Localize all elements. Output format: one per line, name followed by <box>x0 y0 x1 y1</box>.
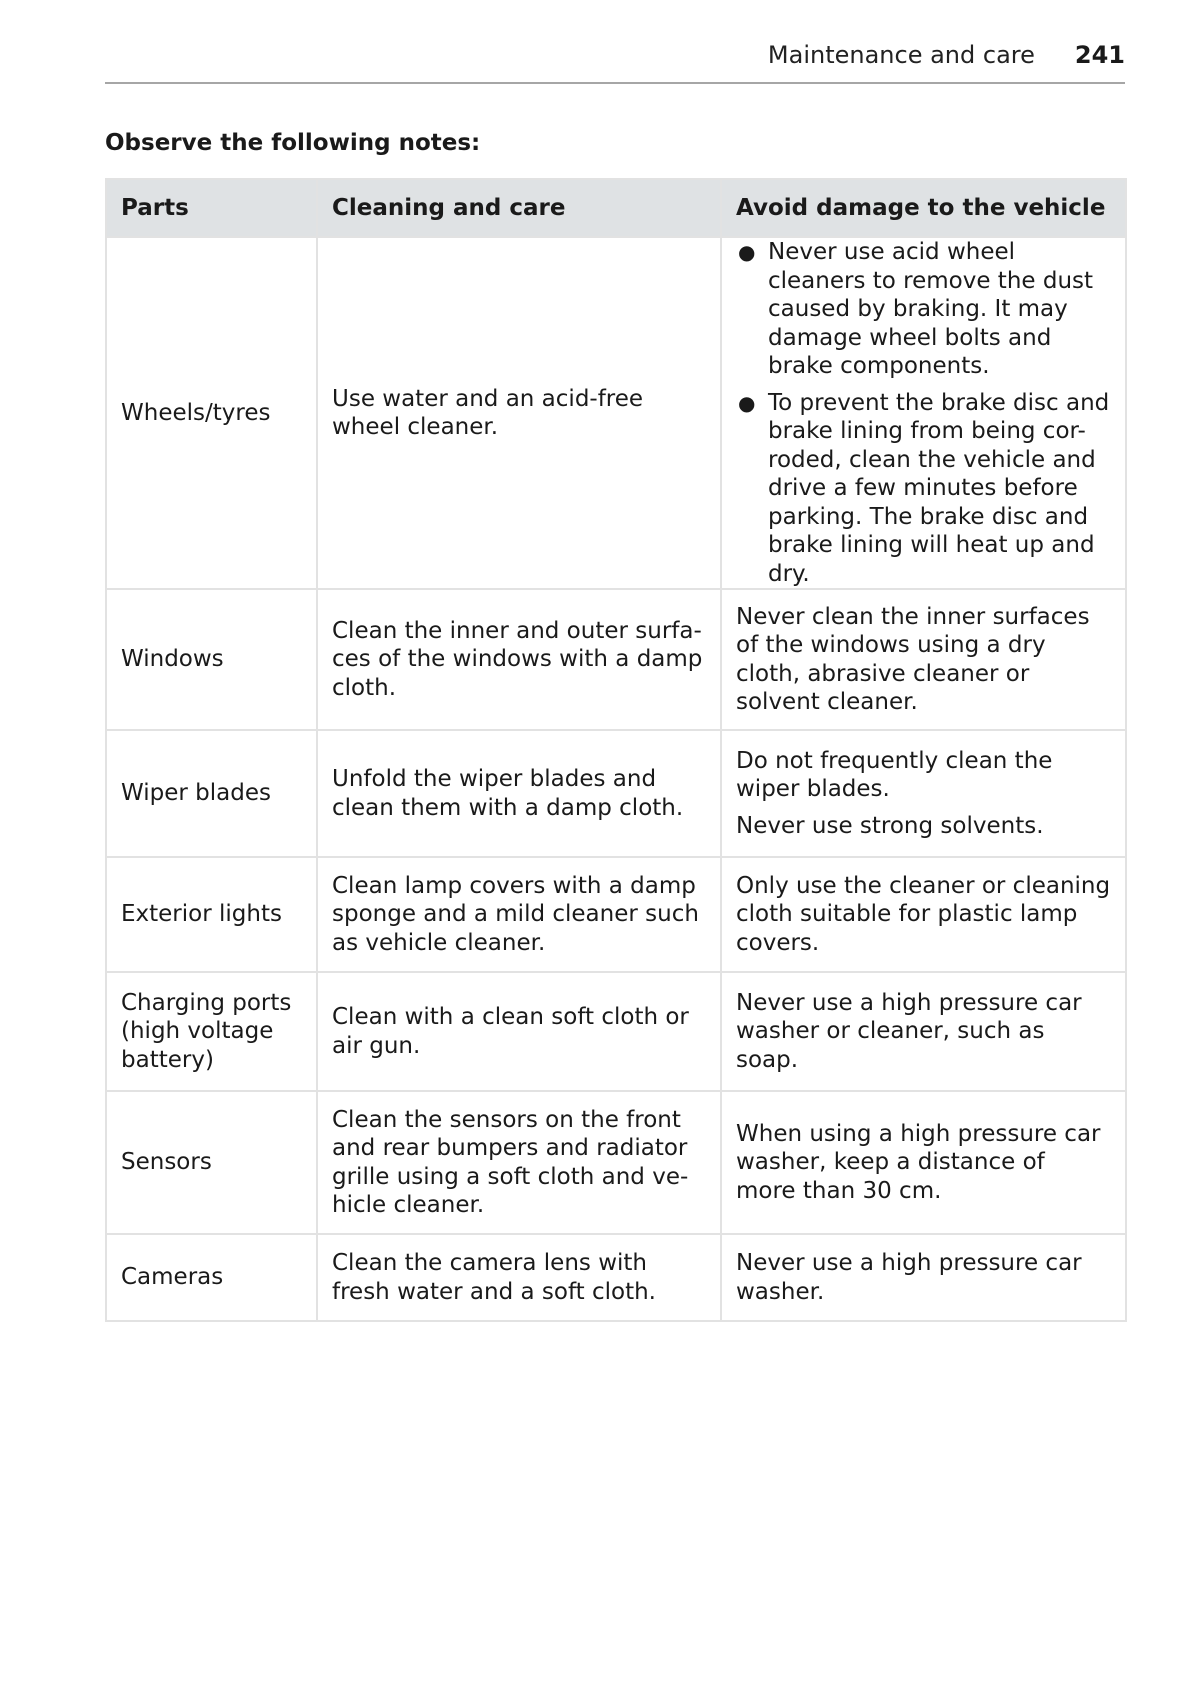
part-cell: Windows <box>106 589 317 730</box>
care-cell: Clean the sensors on the front and rear bumpers and radiator grille using a soft cloth and ve-hicle cleaner. <box>317 1091 721 1234</box>
part-cell: Cameras <box>106 1234 317 1321</box>
bullet-icon: ● <box>738 390 756 415</box>
care-cell: Unfold the wiper blades and clean them with a damp cloth. <box>317 730 721 857</box>
page-number: 241 <box>1074 41 1125 69</box>
list-item-text: Never use acid wheel cleaners to remove the dust caused by braking. It may damage wheel bolts and brake components. <box>768 239 1094 379</box>
avoid-cell <box>721 237 1126 589</box>
care-cell: Use water and an acid-free wheel cleaner. <box>317 237 721 589</box>
part-cell: Sensors <box>106 1091 317 1234</box>
bullet-icon: ● <box>738 240 756 264</box>
care-cell: Clean the camera lens with fresh water and a soft cloth. <box>317 1234 721 1321</box>
table-header-row <box>106 179 1126 237</box>
section-title: Maintenance and care <box>767 41 1035 69</box>
part-cell: Charging ports (high voltage battery) <box>106 972 317 1091</box>
part-cell: Wiper blades <box>106 730 317 857</box>
table-row <box>106 237 1126 589</box>
table-row <box>106 1091 1126 1234</box>
part-cell: Exterior lights <box>106 857 317 972</box>
table-row <box>106 589 1126 730</box>
avoid-cell: Never use a high pressure car washer. <box>721 1234 1126 1321</box>
table-row <box>106 1234 1126 1321</box>
care-table <box>105 178 1127 1322</box>
avoid-text-extra: Never use strong solvents. <box>736 812 1044 839</box>
avoid-cell: Never use a high pressure car washer or cleaner, such as soap. <box>721 972 1126 1091</box>
list-item <box>736 389 1111 589</box>
part-cell: Wheels/tyres <box>106 237 317 589</box>
header-cleaning: Cleaning and care <box>317 179 721 237</box>
header-parts: Parts <box>106 179 317 237</box>
list-item <box>736 238 1111 381</box>
avoid-list <box>736 238 1111 588</box>
avoid-text: Do not frequently clean the wiper blades. <box>736 747 1053 803</box>
list-item-text: To prevent the brake disc and brake lining from being cor-roded, clean the vehicle and drive a few minutes before parking. The brake disc and brake lining will heat up and dry. <box>768 389 1110 587</box>
avoid-cell: When using a high pressure car washer, keep a distance of more than 30 cm. <box>721 1091 1126 1234</box>
care-cell: Clean the inner and outer surfa-ces of the windows with a damp cloth. <box>317 589 721 730</box>
avoid-cell: Never clean the inner surfaces of the windows using a dry cloth, abrasive cleaner or solvent cleaner. <box>721 589 1126 730</box>
care-cell: Clean lamp covers with a damp sponge and a mild cleaner such as vehicle cleaner. <box>317 857 721 972</box>
care-cell: Clean with a clean soft cloth or air gun. <box>317 972 721 1091</box>
avoid-cell: Only use the cleaner or cleaning cloth suitable for plastic lamp covers. <box>721 857 1126 972</box>
table-row <box>106 972 1126 1091</box>
intro-heading: Observe the following notes: <box>105 130 481 156</box>
table-row <box>106 857 1126 972</box>
avoid-cell <box>721 730 1126 857</box>
header-avoid: Avoid damage to the vehicle <box>721 179 1126 237</box>
page-header <box>105 40 1125 84</box>
table-row <box>106 730 1126 857</box>
